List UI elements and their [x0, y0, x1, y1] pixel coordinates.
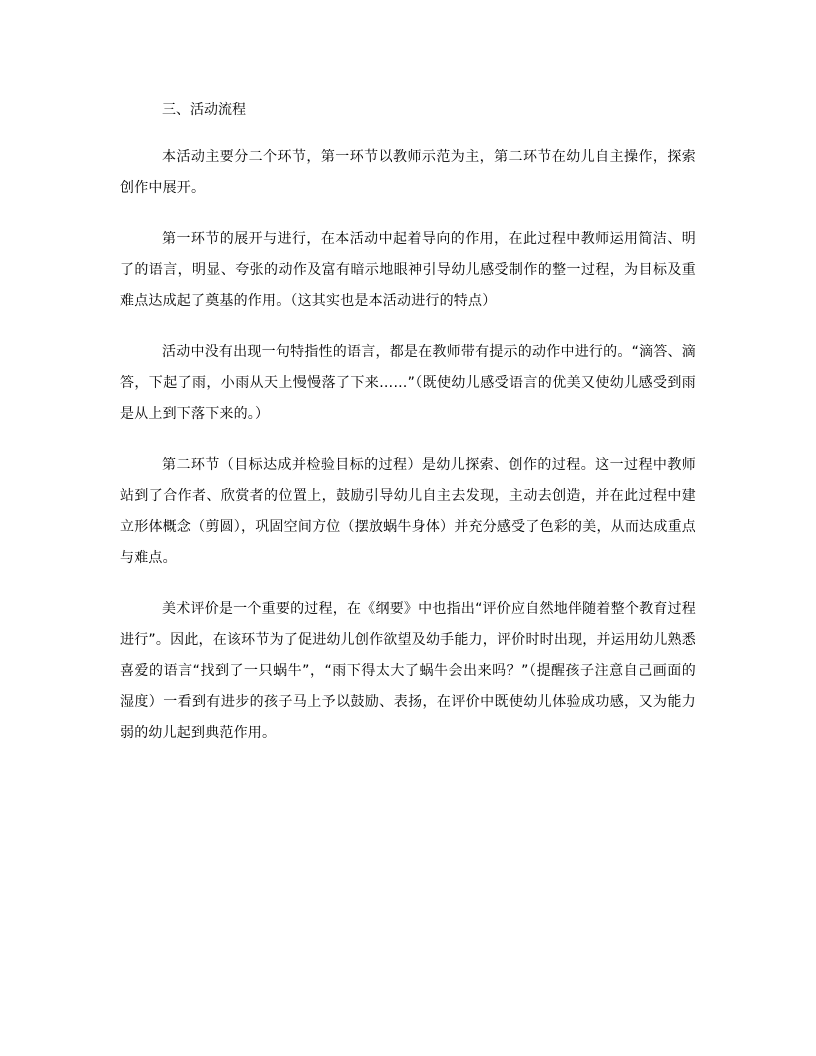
paragraph-5: 美术评价是一个重要的过程，在《纲要》中也指出“评价应自然地伴随着整个教育过程进行”。因此，在该环节为了促进幼儿创作欲望及幼手能力，评价时时出现，并运用幼儿熟悉喜爱的语言“找到了一只蜗牛”，“雨下得太大了蜗牛会出来吗？”（提醒孩子注意自己画面的湿度）一看到有进步的孩子马上予以鼓励、表扬，在评价中既使幼儿体验成功感，又为能力弱的幼儿起到典范作用。: [120, 601, 696, 741]
paragraph-3: 活动中没有出现一句特指性的语言，都是在教师带有提示的动作中进行的。“滴答、滴答，下起了雨，小雨从天上慢慢落了下来……”（既使幼儿感受语言的优美又使幼儿感受到雨是从上到下落下来的。）: [120, 344, 696, 422]
paragraph-4: 第二环节（目标达成并检验目标的过程）是幼儿探索、创作的过程。这一过程中教师站到了合作者、欣赏者的位置上，鼓励引导幼儿自主去发现，主动去创造，并在此过程中建立形体概念（剪圆），巩固空间方位（摆放蜗牛身体）并充分感受了色彩的美，从而达成重点与难点。: [120, 457, 696, 566]
document-body: [120, 96, 696, 769]
paragraph-2: 第一环节的展开与进行，在本活动中起着导向的作用，在此过程中教师运用简洁、明了的语言，明显、夸张的动作及富有暗示地眼神引导幼儿感受制作的整一过程，为目标及重难点达成起了奠基的作用。（这其实也是本活动进行的特点）: [120, 231, 696, 309]
paragraph-1: 本活动主要分二个环节，第一环节以教师示范为主，第二环节在幼儿自主操作，探索创作中展开。: [120, 149, 696, 196]
section-heading: 三、活动流程: [162, 102, 246, 118]
